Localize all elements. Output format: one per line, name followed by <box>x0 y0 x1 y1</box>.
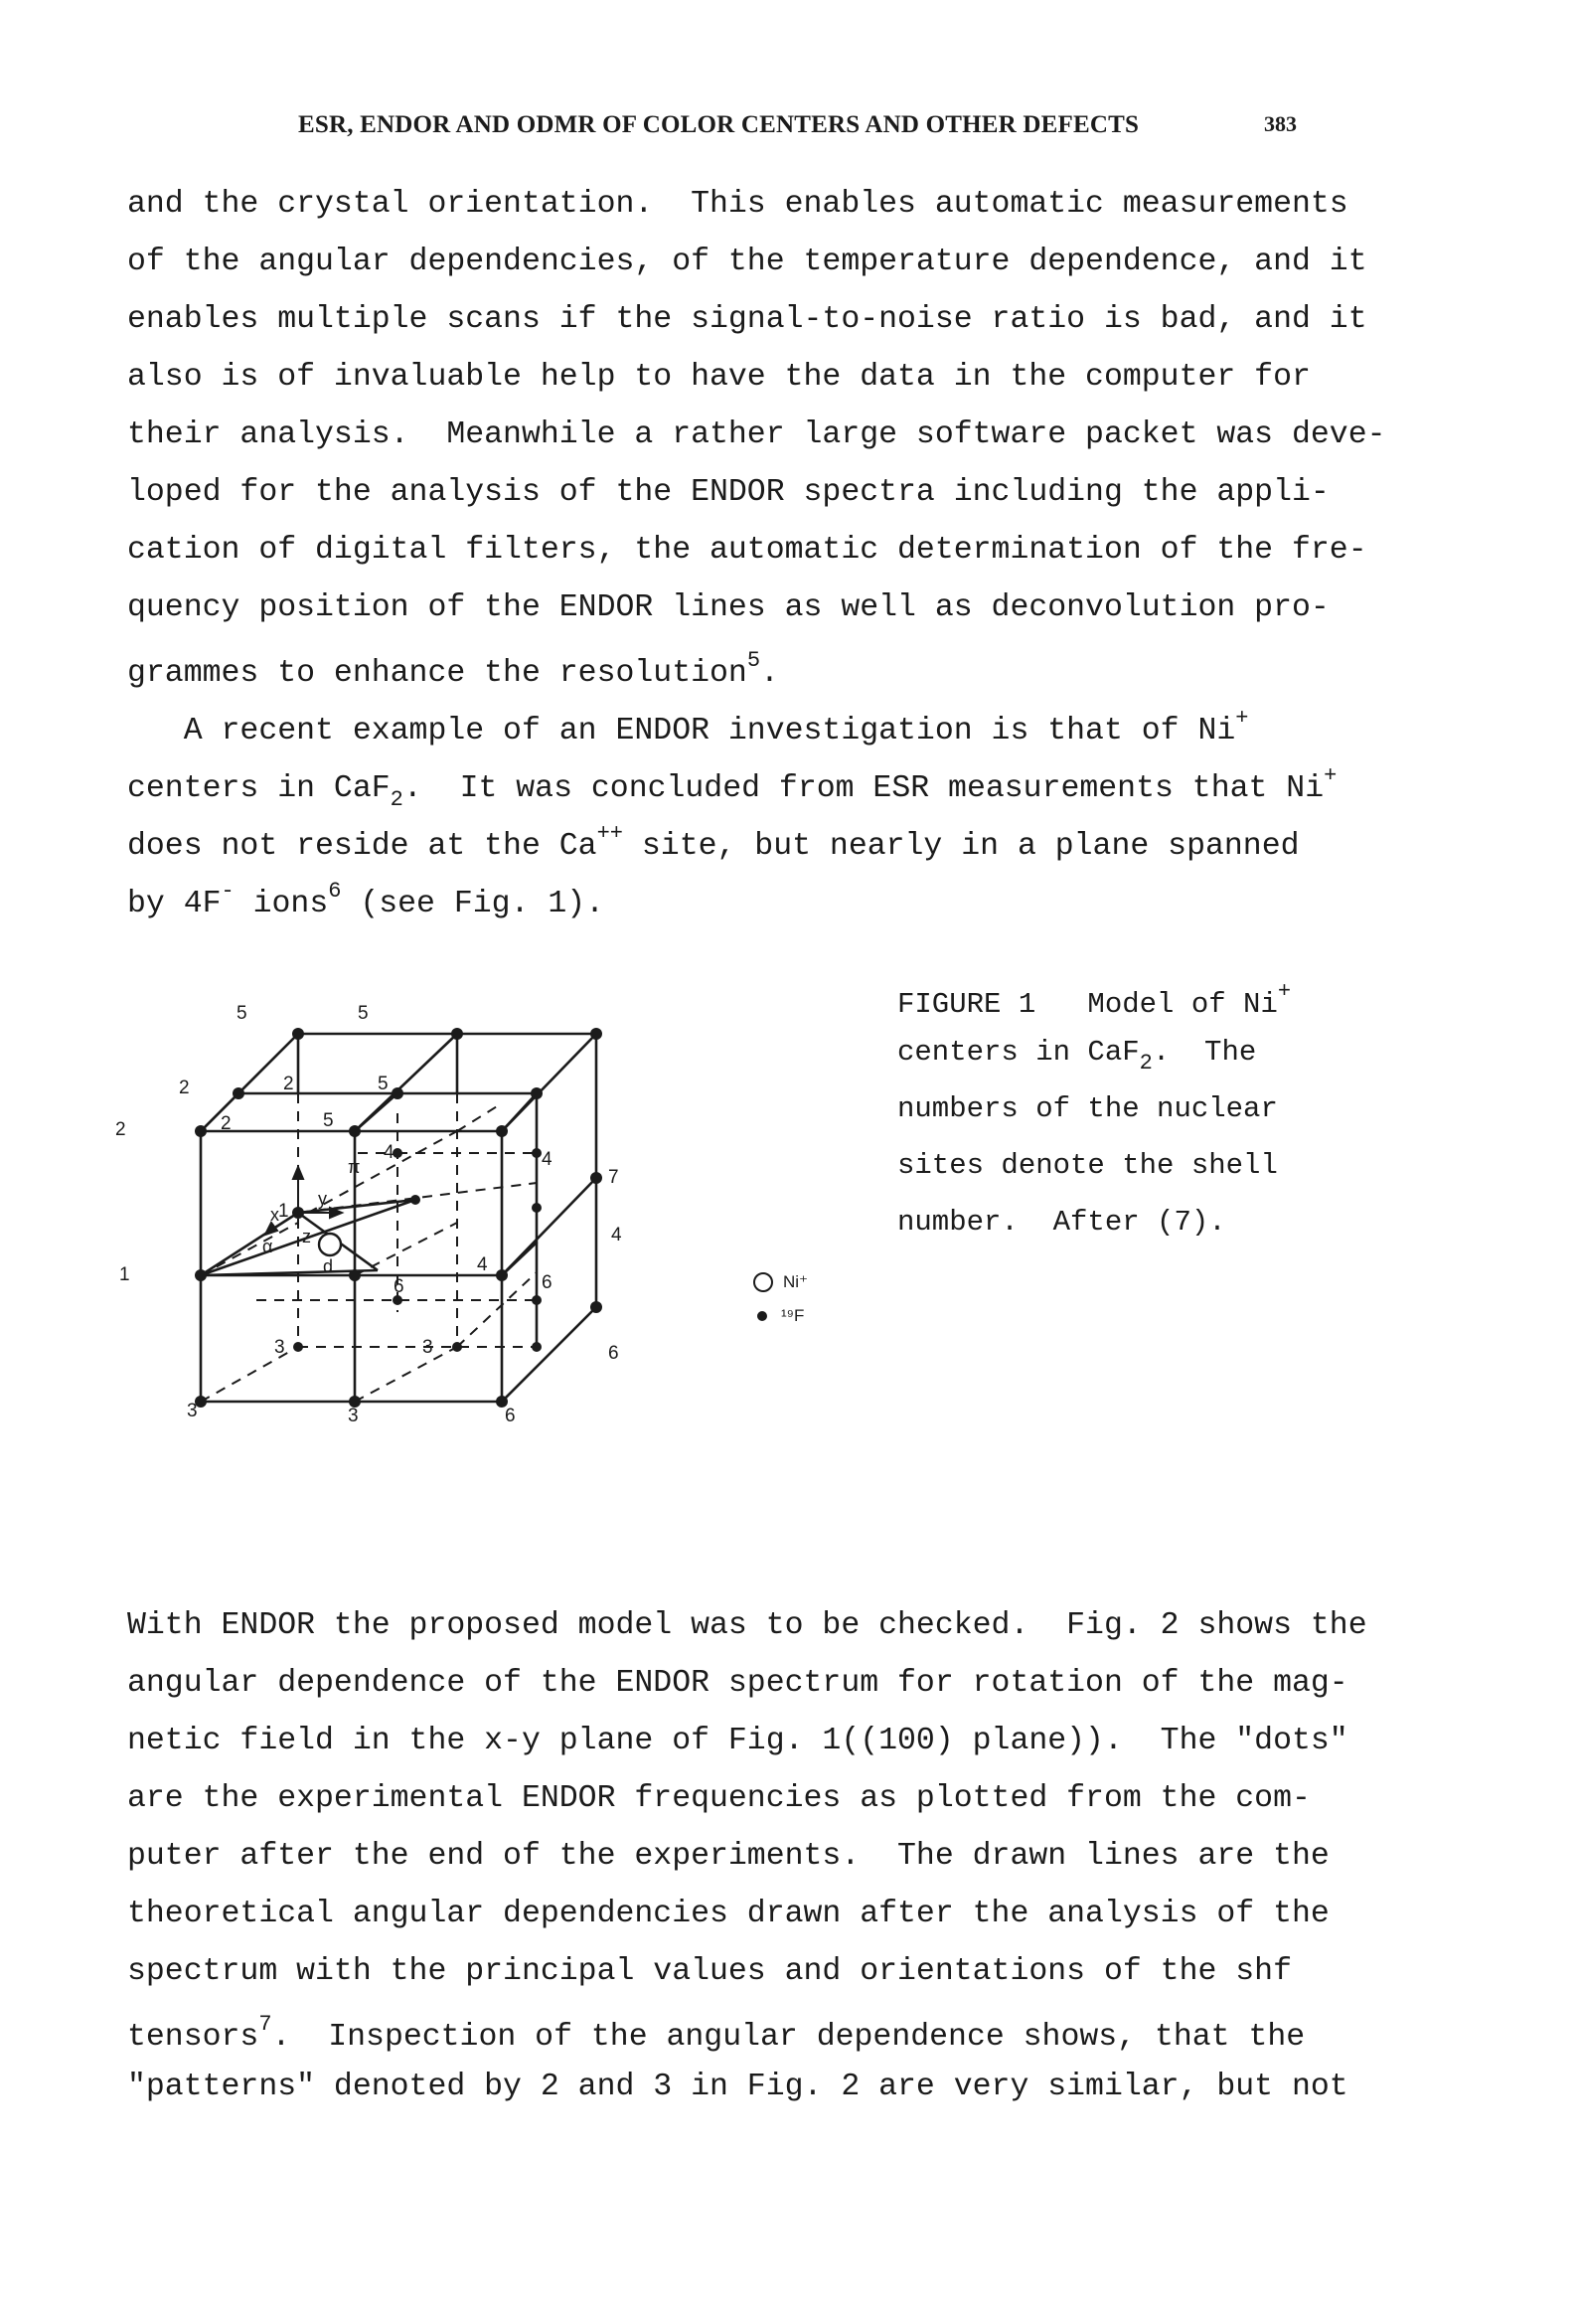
legend-label: Ni⁺ <box>783 1272 809 1291</box>
filled-dot-icon <box>757 1311 767 1321</box>
superscript: + <box>1277 979 1292 1004</box>
text-line: "patterns" denoted by 2 and 3 in Fig. 2 are very similar, but not <box>127 2070 1348 2104</box>
text-run: by 4F <box>127 887 222 921</box>
shell-label: 3 <box>422 1337 433 1358</box>
caption-line: number. After (7). <box>897 1206 1226 1239</box>
legend-item-ni <box>753 1272 808 1292</box>
superscript: + <box>1324 763 1338 788</box>
shell-label: 4 <box>542 1149 552 1170</box>
text-line: theoretical angular dependencies drawn after the analysis of the <box>127 1897 1330 1931</box>
reference-superscript: 5 <box>746 648 761 673</box>
text-line: spectrum with the principal values and orientations of the shf <box>127 1954 1292 1989</box>
reference-superscript: 7 <box>258 2012 272 2037</box>
legend-label: ¹⁹F <box>781 1306 805 1325</box>
shell-label: 2 <box>283 1074 294 1094</box>
text-run: does not reside at the Ca <box>127 829 597 864</box>
text-line <box>127 879 604 921</box>
text-line <box>127 648 779 691</box>
figure-legend <box>753 1272 808 1326</box>
pi-label: π <box>348 1157 361 1177</box>
text-line <box>127 763 1337 812</box>
open-circle-icon <box>753 1272 773 1292</box>
text-line: puter after the end of the experiments. The drawn lines are the <box>127 1839 1330 1874</box>
shell-label: 1 <box>278 1201 289 1222</box>
text-run: tensors <box>127 2020 259 2055</box>
text-line: enables multiple scans if the signal-to-noise ratio is bad, and it <box>127 302 1367 337</box>
caption-line <box>897 979 1291 1021</box>
text-line: angular dependence of the ENDOR spectrum for rotation of the mag- <box>127 1666 1348 1701</box>
text-run: . Inspection of the angular dependence shows, that the <box>271 2020 1306 2055</box>
shell-label: 2 <box>221 1113 232 1134</box>
x-axis-label: x <box>270 1205 279 1225</box>
shell-label: 4 <box>611 1225 622 1245</box>
text-line: and the crystal orientation. This enables automatic measurements <box>127 187 1348 222</box>
shell-label: 4 <box>384 1142 394 1163</box>
text-line: netic field in the x-y plane of Fig. 1((100) plane)). The "dots" <box>127 1724 1348 1758</box>
shell-label: 1 <box>119 1264 130 1285</box>
shell-label: 2 <box>179 1078 190 1098</box>
text-line: With ENDOR the proposed model was to be checked. Fig. 2 shows the <box>127 1608 1367 1643</box>
text-run: A recent example of an ENDOR investigation is that of Ni <box>127 714 1236 748</box>
running-title: ESR, ENDOR AND ODMR OF COLOR CENTERS AND OTHER DEFECTS <box>298 111 1140 138</box>
text-run: FIGURE 1 Model of Ni <box>897 988 1278 1021</box>
text-line <box>127 706 1249 748</box>
text-line: of the angular dependencies, of the temperature dependence, and it <box>127 245 1367 279</box>
subscript: 2 <box>1139 1051 1153 1076</box>
text-line: loped for the analysis of the ENDOR spectra including the appli- <box>127 475 1330 510</box>
shell-label: 3 <box>274 1337 285 1358</box>
shell-label: 5 <box>378 1074 389 1094</box>
text-run: site, but nearly in a plane spanned <box>622 829 1300 864</box>
text-run: (see Fig. 1). <box>341 887 605 921</box>
z-axis-label: z <box>302 1227 311 1246</box>
text-line: their analysis. Meanwhile a rather large software packet was deve- <box>127 417 1386 452</box>
shell-label: 2 <box>115 1119 126 1140</box>
text-run: centers in CaF <box>897 1036 1140 1069</box>
figure-1-cube-model <box>115 984 855 1541</box>
legend-item-f <box>753 1306 808 1326</box>
text-run: grammes to enhance the resolution <box>127 656 747 691</box>
axis-labels <box>262 1157 360 1276</box>
shell-label: 3 <box>348 1406 359 1426</box>
superscript: - <box>221 879 235 904</box>
reference-superscript: 6 <box>328 879 342 904</box>
shell-label: 7 <box>608 1167 619 1188</box>
text-line: also is of invaluable help to have the data in the computer for <box>127 360 1311 395</box>
text-run: . The <box>1152 1036 1257 1069</box>
text-line <box>127 2012 1305 2055</box>
shell-label: 3 <box>187 1401 198 1421</box>
subscript: 2 <box>390 787 403 812</box>
ni-ion-marker <box>319 1234 341 1255</box>
shell-labels <box>115 1003 622 1426</box>
shell-label: 6 <box>394 1276 404 1297</box>
shell-label: 5 <box>323 1110 334 1131</box>
text-run: . <box>760 656 779 691</box>
text-line <box>127 821 1300 864</box>
caption-line <box>897 1036 1256 1076</box>
text-line: are the experimental ENDOR frequencies as plotted from the com- <box>127 1781 1311 1816</box>
alpha-label: α <box>262 1237 273 1256</box>
text-run: centers in CaF <box>127 771 391 806</box>
caption-line: numbers of the nuclear <box>897 1092 1278 1125</box>
superscript: ++ <box>596 821 623 846</box>
delta-label: d <box>323 1256 334 1276</box>
page-number: 383 <box>1264 111 1297 136</box>
y-axis-label: y <box>318 1189 327 1209</box>
shell-label: 5 <box>237 1003 247 1024</box>
text-line: cation of digital filters, the automatic determination of the fre- <box>127 533 1367 568</box>
text-run: ions <box>234 887 329 921</box>
shell-label: 4 <box>477 1254 488 1275</box>
text-run: . It was concluded from ESR measurements that Ni <box>402 771 1325 806</box>
shell-label: 6 <box>505 1406 516 1426</box>
shell-label: 6 <box>608 1343 619 1364</box>
shell-label: 6 <box>542 1272 552 1293</box>
dashed-edges <box>201 1093 537 1402</box>
text-line: quency position of the ENDOR lines as well as deconvolution pro- <box>127 590 1330 625</box>
superscript: + <box>1235 706 1249 731</box>
shell-label: 5 <box>358 1003 369 1024</box>
fluorine-sites <box>195 1028 602 1408</box>
caption-line: sites denote the shell <box>897 1149 1278 1182</box>
